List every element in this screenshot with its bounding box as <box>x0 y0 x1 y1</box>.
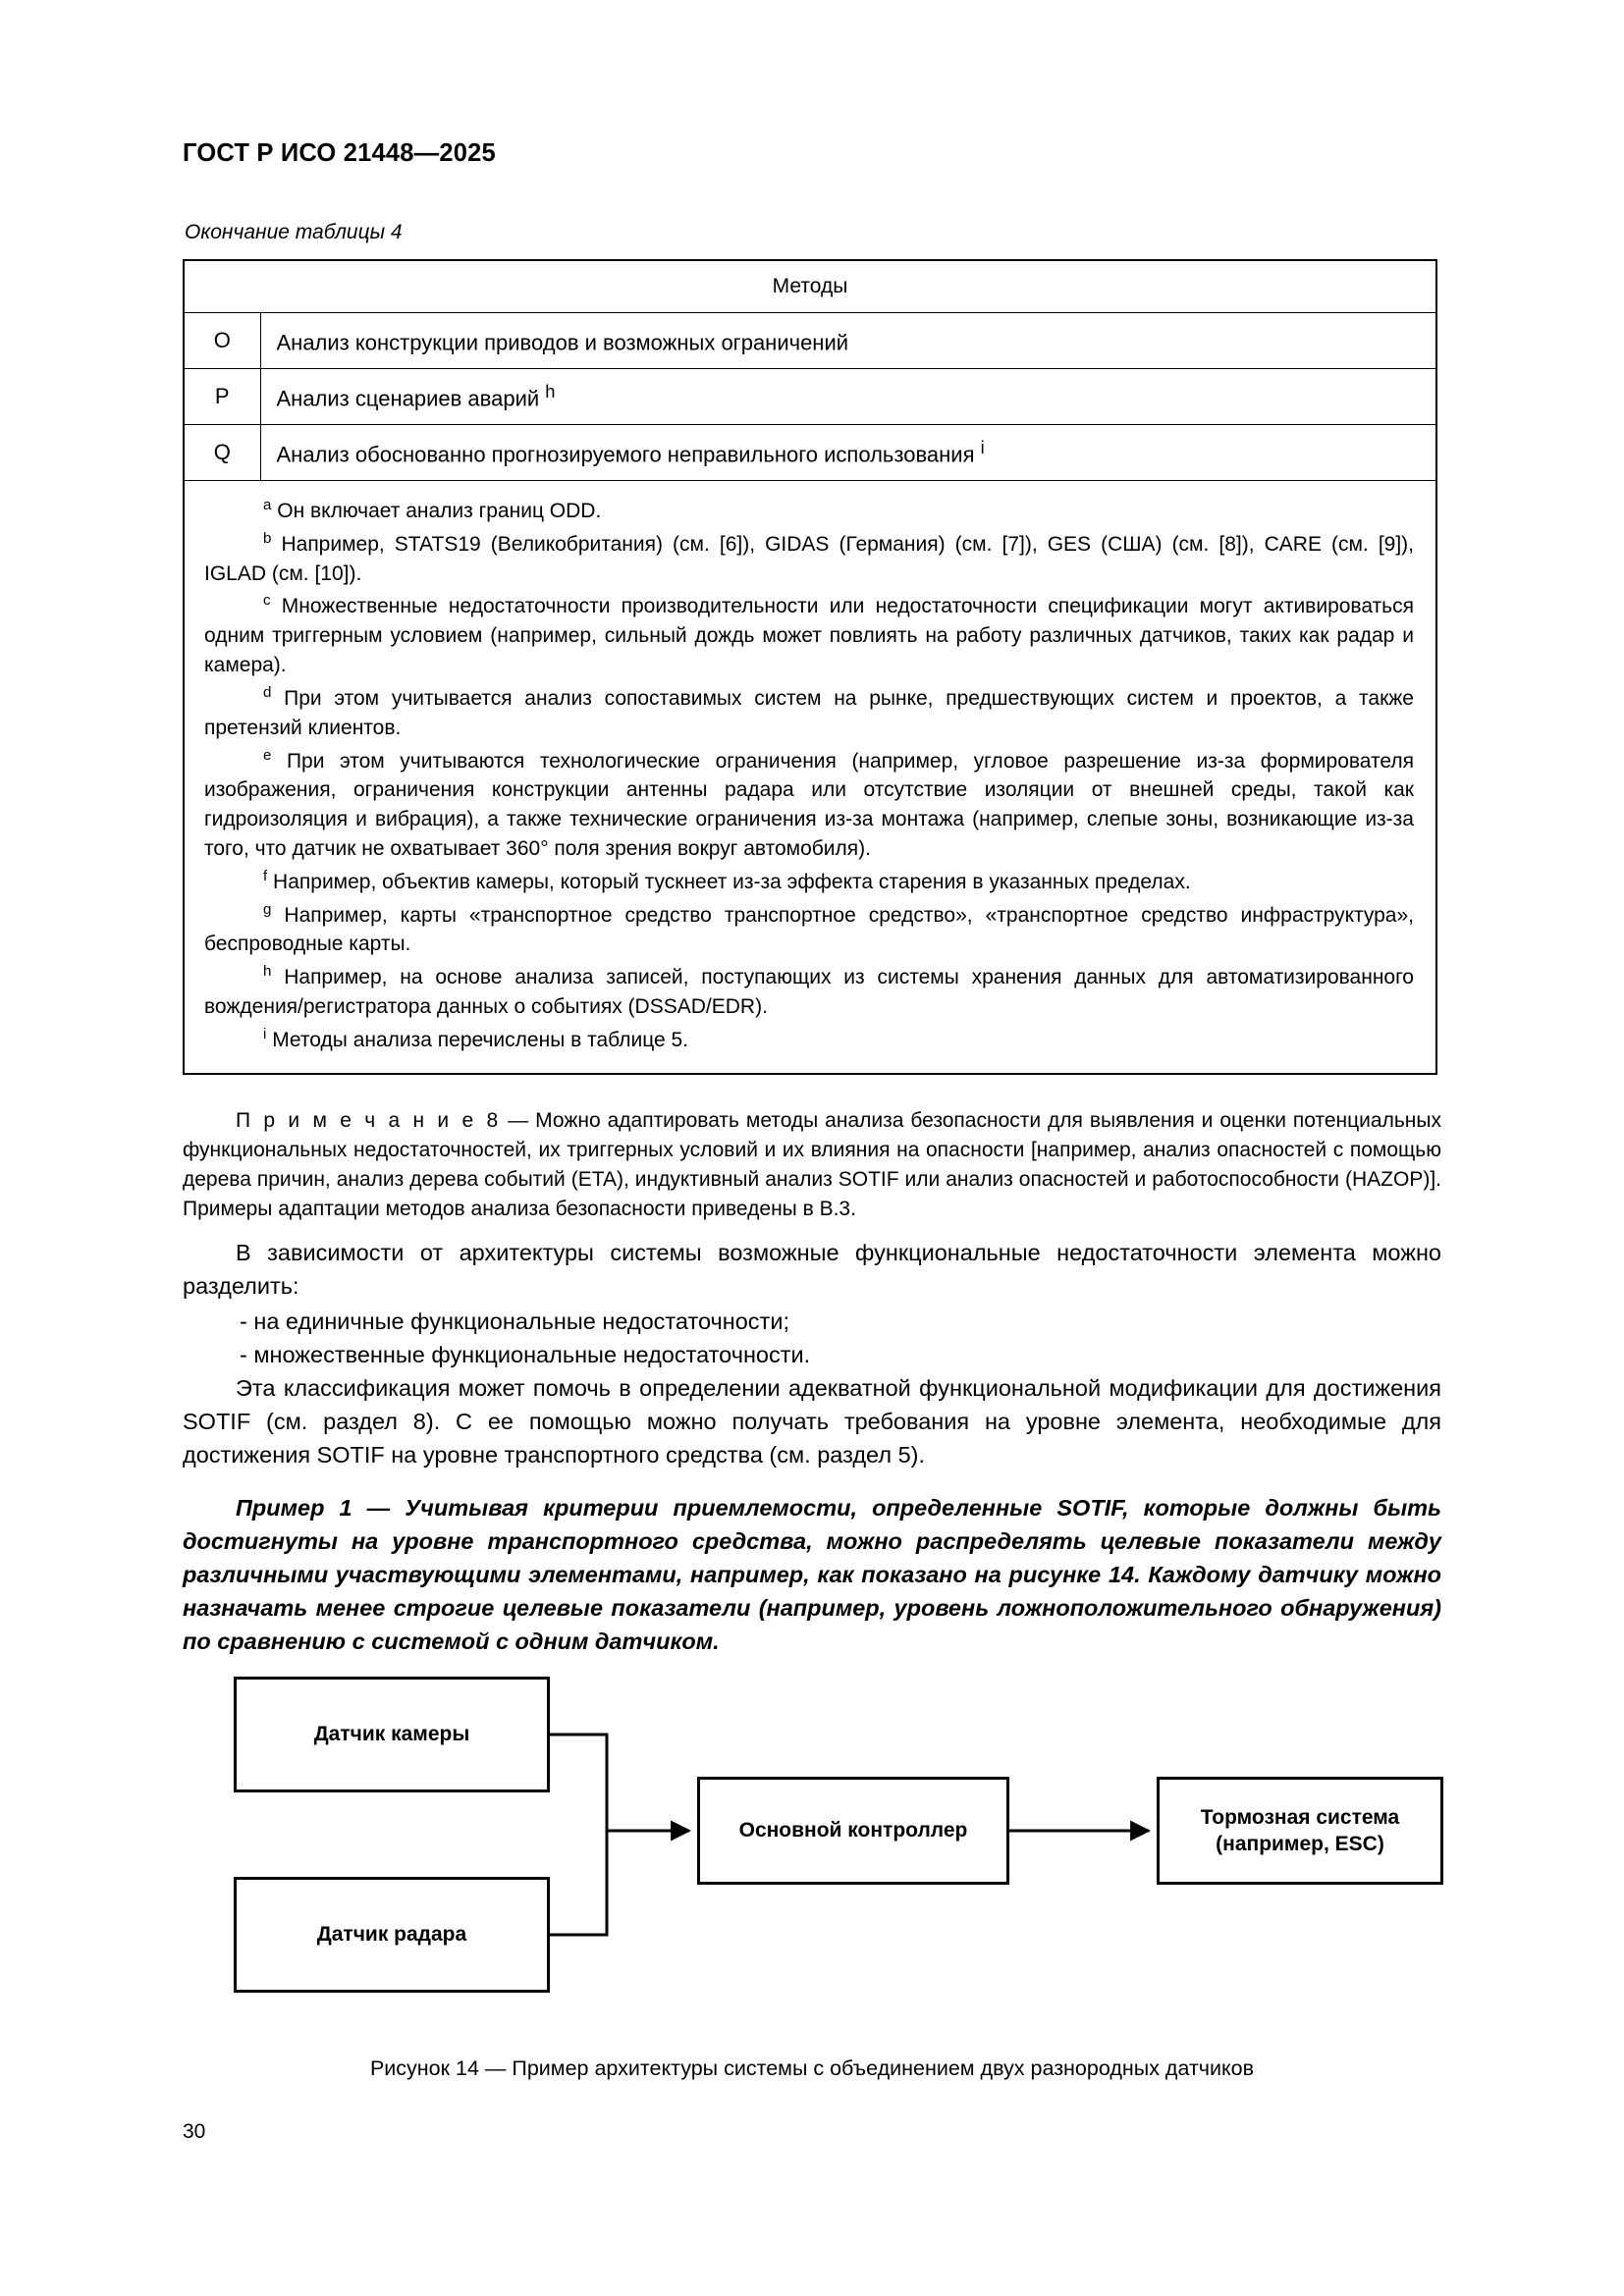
table-caption: Окончание таблицы 4 <box>185 221 403 243</box>
table-cell-code: O <box>184 313 260 369</box>
footnote-marker: e <box>263 746 272 764</box>
footnote-text: Множественные недостаточности производительности или недостаточности спецификации могут активироваться одним триггерным условием (например, сильный дождь может повлиять на работу различных датчиков, таких как радар и камера). <box>204 595 1414 677</box>
bullet-list <box>183 1306 1441 1372</box>
table-cell-code: P <box>184 369 260 425</box>
footnote-text: Например, STATS19 (Великобритания) (см. [6]), GIDAS (Германия) (см. [7]), GES (США) (см. [8]), CARE (см. [9]), IGLAD (см. [10]). <box>204 532 1414 585</box>
footnote-f <box>204 866 1414 897</box>
note-8-text: — Можно адаптировать методы анализа безопасности для выявления и оценки потенциальных функциональных недостаточностей, их триггерных условий и их влияния на опасности [например, анализ опасностей с помощью дерева причин, анализ дерева событий (ETA), индуктивный анализ SOTIF или анализ опасностей и работоспособности (HAZOP)]. Примеры адаптации методов анализа безопасности приведены в B.3. <box>183 1109 1441 1221</box>
table-cell-code: Q <box>184 425 260 481</box>
paragraph-architecture <box>183 1237 1441 1304</box>
figure-node-main-controller <box>697 1777 1009 1885</box>
row-description-text: Анализ конструкции приводов и возможных ограничений <box>276 330 849 355</box>
table-cell-description <box>260 369 1436 425</box>
figure-node-label-line2: (например, ESC) <box>1216 1833 1384 1855</box>
footnote-marker: c <box>263 592 271 610</box>
figure-node-label <box>1201 1804 1399 1858</box>
footnote-text: Например, на основе анализа записей, поступающих из системы хранения данных для автоматизированного вождения/регистратора данных о событиях (DSSAD/EDR). <box>204 966 1414 1018</box>
figure-node-radar-sensor <box>234 1877 550 1993</box>
note-8-paragraph <box>183 1106 1441 1224</box>
table-header-row <box>184 260 1436 313</box>
footnote-c <box>204 590 1414 679</box>
footnote-a <box>204 495 1414 526</box>
footnote-text: Например, карты «транспортное средство транспортное средство», «транспортное средство инфраструктура», беспроводные карты. <box>204 903 1414 956</box>
footnote-e <box>204 745 1414 864</box>
footnote-text: При этом учитывается анализ сопоставимых систем на рынке, предшествующих систем и проектов, а также претензий клиентов. <box>204 686 1414 739</box>
paragraph-classification <box>183 1372 1441 1471</box>
footnote-marker: i <box>263 1025 267 1042</box>
table-column-header-methods: Методы <box>184 260 1436 313</box>
footnote-text: Например, объектив камеры, который тускнеет из-за эффекта старения в указанных пределах. <box>273 870 1191 893</box>
row-footnote-marker: h <box>545 381 556 402</box>
footnote-b <box>204 528 1414 589</box>
methods-table <box>183 259 1437 1075</box>
table-row <box>184 425 1436 481</box>
list-item: - на единичные функциональные недостаточности; <box>240 1308 789 1334</box>
footnote-d <box>204 682 1414 743</box>
footnote-marker: f <box>263 867 268 884</box>
figure-14 <box>0 1659 1624 2042</box>
table-cell-description <box>260 425 1436 481</box>
footnote-marker: h <box>263 963 272 981</box>
row-footnote-marker: i <box>980 437 985 458</box>
figure-caption: Рисунок 14 — Пример архитектуры системы с объединением двух разнородных датчиков <box>369 2056 1255 2080</box>
paragraph-architecture-text: В зависимости от архитектуры системы возможные функциональные недостаточности элемента можно разделить: <box>183 1240 1441 1299</box>
example-1-paragraph <box>183 1491 1441 1658</box>
page-number: 30 <box>183 2120 206 2143</box>
methods-table-wrapper <box>183 259 1437 1075</box>
row-description-text: Анализ обоснованно прогнозируемого неправильного использования <box>276 442 981 467</box>
document-header: ГОСТ Р ИСО 21448—2025 <box>183 139 496 167</box>
figure-node-camera-sensor <box>234 1677 550 1792</box>
figure-node-brake-system <box>1157 1777 1443 1885</box>
table-footnotes-cell <box>184 481 1436 1074</box>
note-8-label: П р и м е ч а н и е 8 <box>236 1109 502 1132</box>
table-footnotes-row <box>184 481 1436 1074</box>
footnote-text: Методы анализа перечислены в таблице 5. <box>272 1028 689 1051</box>
table-row <box>184 369 1436 425</box>
example-1-text: Пример 1 — Учитывая критерии приемлемости, определенные SOTIF, которые должны быть достигнуты на уровне транспортного средства, можно распределять целевые показатели между различными участвующими элементами, например, как показано на рисунке 14. Каждому датчику можно назначать менее строгие целевые показатели (например, уровень ложноположительного обнаружения) по сравнению с системой с одним датчиком. <box>183 1495 1441 1655</box>
footnote-text: Он включает анализ границ ODD. <box>277 500 602 522</box>
footnote-text: При этом учитываются технологические ограничения (например, угловое разрешение из-за формирователя изображения, ограничения конструкции антенны радара или отсутствие изоляции от внешней среды, такой как гидроизоляция и вибрация), а также технические ограничения из-за монтажа (например, слепые зоны, возникающие из-за того, что датчик не охватывает 360° поля зрения вокруг автомобиля). <box>204 749 1414 860</box>
paragraph-classification-text: Эта классификация может помочь в определении адекватной функциональной модификации для достижения SOTIF (см. раздел 8). С ее помощью можно получать требования на уровне элемента, необходимые для достижения SOTIF на уровне транспортного средства (см. раздел 5). <box>183 1375 1441 1468</box>
figure-node-label: Датчик радара <box>316 1923 467 1947</box>
row-description-text: Анализ сценариев аварий <box>276 386 546 411</box>
footnote-marker: a <box>263 497 272 513</box>
figure-node-label: Основной контроллер <box>738 1819 968 1842</box>
figure-node-label-line1: Тормозная система <box>1200 1805 1400 1829</box>
table-cell-description <box>260 313 1436 369</box>
footnote-i <box>204 1024 1414 1055</box>
list-item: - множественные функциональные недостаточности. <box>240 1341 811 1367</box>
figure-node-label: Датчик камеры <box>313 1723 470 1746</box>
footnote-marker: b <box>263 529 272 547</box>
footnote-g <box>204 899 1414 960</box>
footnote-h <box>204 961 1414 1022</box>
footnote-marker: g <box>263 900 272 918</box>
table-row <box>184 313 1436 369</box>
footnote-marker: d <box>263 683 272 701</box>
